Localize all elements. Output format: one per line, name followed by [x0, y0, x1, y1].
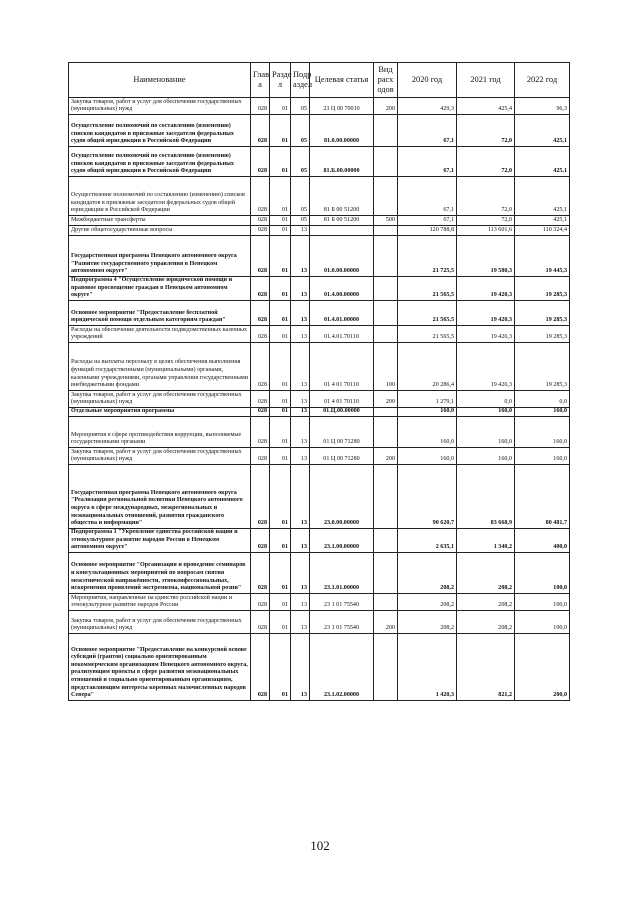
cell-vid [374, 407, 398, 416]
cell-celevaya: 01 Ц 00 71280 [310, 416, 374, 447]
cell-podr: 05 [291, 177, 310, 216]
cell-podr: 05 [291, 147, 310, 177]
cell-y2022: 19 285,3 [515, 325, 570, 342]
cell-y2022: 0,0 [515, 390, 570, 407]
cell-celevaya: 01.4.00.00000 [310, 277, 374, 301]
cell-vid [374, 177, 398, 216]
cell-glava: 028 [251, 147, 270, 177]
cell-y2021: 72,0 [457, 147, 515, 177]
cell-y2020: 160,0 [398, 447, 457, 464]
cell-podr: 13 [291, 633, 310, 700]
cell-y2021: 19 420,3 [457, 342, 515, 390]
cell-glava: 028 [251, 177, 270, 216]
cell-name: Закупка товаров, работ и услуг для обеспечения государственных (муниципальных) нужд [69, 610, 251, 633]
cell-y2020: 429,3 [398, 98, 457, 115]
cell-glava: 028 [251, 447, 270, 464]
cell-glava: 028 [251, 593, 270, 610]
cell-y2020: 208,2 [398, 593, 457, 610]
cell-glava: 028 [251, 300, 270, 325]
cell-y2021: 160,0 [457, 407, 515, 416]
cell-razdel: 01 [270, 98, 291, 115]
cell-podr: 13 [291, 610, 310, 633]
cell-vid [374, 325, 398, 342]
cell-celevaya: 23.1.01.00000 [310, 552, 374, 593]
cell-y2021: 113 601,6 [457, 226, 515, 236]
cell-celevaya: 23.0.00.00000 [310, 464, 374, 528]
cell-y2021: 1 340,2 [457, 528, 515, 552]
table-body [69, 98, 570, 701]
cell-razdel: 01 [270, 342, 291, 390]
table-row [69, 528, 570, 552]
cell-vid [374, 147, 398, 177]
cell-glava: 028 [251, 407, 270, 416]
header-2020: 2020 год [398, 63, 457, 98]
cell-razdel: 01 [270, 552, 291, 593]
cell-y2021: 208,2 [457, 593, 515, 610]
cell-glava: 028 [251, 464, 270, 528]
cell-razdel: 01 [270, 236, 291, 277]
cell-y2020: 21 565,5 [398, 325, 457, 342]
cell-celevaya: 23 Ц 00 70010 [310, 98, 374, 115]
table-row [69, 226, 570, 236]
cell-y2022: 19 285,3 [515, 300, 570, 325]
cell-y2020: 2 635,1 [398, 528, 457, 552]
cell-name: Мероприятия, направленные на единство российской нации и этнокультурное развитие народов России [69, 593, 251, 610]
cell-glava: 028 [251, 216, 270, 226]
cell-y2020: 208,2 [398, 552, 457, 593]
cell-glava: 028 [251, 236, 270, 277]
cell-celevaya: 01.0.00.00000 [310, 236, 374, 277]
cell-y2020: 21 565,5 [398, 277, 457, 301]
cell-y2020: 21 725,5 [398, 236, 457, 277]
cell-y2022: 100,0 [515, 593, 570, 610]
cell-podr: 13 [291, 236, 310, 277]
cell-podr: 13 [291, 300, 310, 325]
cell-y2020: 1 420,3 [398, 633, 457, 700]
cell-y2021: 0,0 [457, 390, 515, 407]
cell-y2020: 90 620,7 [398, 464, 457, 528]
cell-celevaya: 81 Б 00 51200 [310, 177, 374, 216]
cell-y2021: 19 420,3 [457, 325, 515, 342]
cell-y2021: 160,0 [457, 447, 515, 464]
cell-vid [374, 236, 398, 277]
table-row [69, 98, 570, 115]
cell-celevaya: 81 Б 00 51200 [310, 216, 374, 226]
cell-razdel: 01 [270, 390, 291, 407]
cell-name: Закупка товаров, работ и услуг для обеспечения государственных (муниципальных) нужд [69, 447, 251, 464]
cell-y2020: 160,0 [398, 416, 457, 447]
cell-name: Межбюджетные трансферты [69, 216, 251, 226]
cell-y2021: 19 420,3 [457, 277, 515, 301]
cell-celevaya: 23 1 01 75540 [310, 593, 374, 610]
cell-y2020: 20 286,4 [398, 342, 457, 390]
table-row [69, 464, 570, 528]
cell-y2021: 72,0 [457, 216, 515, 226]
cell-name: Закупка товаров, работ и услуг для обеспечения государственных (муниципальных) нужд [69, 390, 251, 407]
cell-y2020: 160,0 [398, 407, 457, 416]
cell-razdel: 01 [270, 447, 291, 464]
cell-y2022: 100,0 [515, 610, 570, 633]
table-row [69, 236, 570, 277]
header-celevaya-statya: Целевая статья [310, 63, 374, 98]
cell-celevaya: 01 Ц 00 71280 [310, 447, 374, 464]
cell-y2022: 80 481,7 [515, 464, 570, 528]
cell-vid: 200 [374, 447, 398, 464]
cell-y2022: 425,1 [515, 177, 570, 216]
cell-name: Закупка товаров, работ и услуг для обеспечения государственных (муниципальных) нужд [69, 98, 251, 115]
cell-name: Подпрограмма 1 "Укрепление единства российской нации и этнокультурное развитие народов России в Ненецком автономном округе" [69, 528, 251, 552]
header-2021: 2021 год [457, 63, 515, 98]
cell-razdel: 01 [270, 464, 291, 528]
table-header-row [69, 63, 570, 98]
cell-y2022: 160,0 [515, 447, 570, 464]
cell-y2020: 67,1 [398, 216, 457, 226]
cell-glava: 028 [251, 552, 270, 593]
cell-celevaya: 01 4 01 70110 [310, 390, 374, 407]
cell-celevaya: 23.1.00.00000 [310, 528, 374, 552]
cell-y2021: 425,4 [457, 98, 515, 115]
cell-glava: 028 [251, 633, 270, 700]
cell-razdel: 01 [270, 277, 291, 301]
table-row [69, 407, 570, 416]
cell-y2022: 100,0 [515, 552, 570, 593]
cell-celevaya [310, 226, 374, 236]
cell-razdel: 01 [270, 216, 291, 226]
cell-name: Расходы на выплаты персоналу в целях обеспечения выполнения функций государственными (муниципальными) органами, казенными учреждениями, органами управления государственными внебюджетными фондами [69, 342, 251, 390]
cell-y2022: 96,3 [515, 98, 570, 115]
cell-y2022: 160,0 [515, 416, 570, 447]
table-row [69, 390, 570, 407]
cell-glava: 028 [251, 416, 270, 447]
cell-name: Основное мероприятие "Организация и проведение семинаров и консультационных мероприятий по вопросам снятия межэтнической напряжённости, этноконфессиональных, искоренения проявлений экстремизма, национальной розни" [69, 552, 251, 593]
cell-y2020: 208,2 [398, 610, 457, 633]
cell-y2020: 1 279,1 [398, 390, 457, 407]
cell-razdel: 01 [270, 325, 291, 342]
header-podrazdel: Подр аздел [291, 63, 310, 98]
cell-vid [374, 300, 398, 325]
table-row [69, 633, 570, 700]
cell-glava: 028 [251, 98, 270, 115]
cell-name: Другие общегосударственные вопросы [69, 226, 251, 236]
page-number: 102 [310, 838, 330, 853]
cell-y2021: 83 668,9 [457, 464, 515, 528]
cell-podr: 05 [291, 115, 310, 147]
cell-y2021: 208,2 [457, 552, 515, 593]
cell-vid: 200 [374, 610, 398, 633]
table-row [69, 552, 570, 593]
cell-celevaya: 81.0.00.00000 [310, 115, 374, 147]
cell-y2022: 425,1 [515, 216, 570, 226]
cell-podr: 13 [291, 226, 310, 236]
table-row [69, 342, 570, 390]
cell-y2022: 19 285,3 [515, 342, 570, 390]
cell-vid: 100 [374, 342, 398, 390]
cell-y2022: 200,0 [515, 633, 570, 700]
cell-razdel: 01 [270, 610, 291, 633]
cell-name: Основное мероприятие "Предоставление на конкурсной основе субсидий (грантов) социально ориентированным некоммерческим организациям Ненецкого автономного округа, реализующим проекты в сфере развития межнациональных отношений и социально ориентированным организациям, представляющим интересы коренных малочисленных народов Севера" [69, 633, 251, 700]
cell-y2021: 19 420,3 [457, 300, 515, 325]
cell-podr: 13 [291, 325, 310, 342]
cell-glava: 028 [251, 610, 270, 633]
cell-glava: 028 [251, 277, 270, 301]
cell-y2020: 67,1 [398, 147, 457, 177]
cell-vid [374, 593, 398, 610]
header-razdel: Разде л [270, 63, 291, 98]
cell-glava: 028 [251, 226, 270, 236]
table-row [69, 593, 570, 610]
cell-y2020: 67,1 [398, 115, 457, 147]
cell-celevaya: 01.4.01.00000 [310, 300, 374, 325]
cell-y2022: 400,0 [515, 528, 570, 552]
cell-name: Отдельные мероприятия программы [69, 407, 251, 416]
cell-y2021: 72,0 [457, 177, 515, 216]
cell-y2022: 19 445,3 [515, 236, 570, 277]
cell-y2021: 208,2 [457, 610, 515, 633]
cell-y2021: 160,0 [457, 416, 515, 447]
cell-podr: 13 [291, 407, 310, 416]
cell-celevaya: 23.1.02.00000 [310, 633, 374, 700]
cell-name: Осуществление полномочий по составлению (изменению) списков кандидатов в присяжные заседатели федеральных судов общей юрисдикции в Российской Федерации [69, 177, 251, 216]
header-glava: Глав а [251, 63, 270, 98]
cell-vid: 500 [374, 216, 398, 226]
cell-glava: 028 [251, 325, 270, 342]
table-row [69, 216, 570, 226]
cell-name: Мероприятия в сфере противодействия коррупции, выполняемые государственными органами [69, 416, 251, 447]
table-row [69, 177, 570, 216]
budget-sheet [68, 62, 569, 701]
cell-glava: 028 [251, 390, 270, 407]
cell-vid [374, 552, 398, 593]
cell-name: Осуществление полномочий по составлению (изменению) списков кандидатов в присяжные заседатели федеральных судов общей юрисдикции в Российской Федерации [69, 115, 251, 147]
cell-name: Государственная программа Ненецкого автономного округа "Реализация региональной политики Ненецкого автономного округа в сфере международных, межрегиональных и межнациональных отношений, развития гражданского общества и информации" [69, 464, 251, 528]
cell-y2020: 67,1 [398, 177, 457, 216]
cell-podr: 13 [291, 277, 310, 301]
cell-podr: 13 [291, 552, 310, 593]
cell-celevaya: 01.Ц.00.00000 [310, 407, 374, 416]
cell-podr: 13 [291, 528, 310, 552]
cell-razdel: 01 [270, 416, 291, 447]
cell-razdel: 01 [270, 633, 291, 700]
cell-y2022: 425,1 [515, 115, 570, 147]
cell-celevaya: 81.Б.00.00000 [310, 147, 374, 177]
cell-vid [374, 528, 398, 552]
cell-podr: 13 [291, 390, 310, 407]
cell-y2021: 19 580,3 [457, 236, 515, 277]
cell-y2022: 110 324,4 [515, 226, 570, 236]
cell-podr: 05 [291, 216, 310, 226]
cell-razdel: 01 [270, 177, 291, 216]
table-row [69, 147, 570, 177]
cell-y2020: 21 565,5 [398, 300, 457, 325]
cell-vid [374, 464, 398, 528]
table-row [69, 300, 570, 325]
cell-razdel: 01 [270, 528, 291, 552]
cell-name: Подпрограмма 4 "Осуществление юридической помощи и правовое просвещение граждан в Ненецком автономном округе" [69, 277, 251, 301]
cell-vid: 200 [374, 390, 398, 407]
cell-y2021: 72,0 [457, 115, 515, 147]
cell-podr: 13 [291, 342, 310, 390]
cell-y2021: 821,2 [457, 633, 515, 700]
header-name: Наименование [69, 63, 251, 98]
header-vid-rashodov: Вид расх одов [374, 63, 398, 98]
cell-glava: 028 [251, 115, 270, 147]
cell-y2022: 19 285,3 [515, 277, 570, 301]
cell-y2022: 160,0 [515, 407, 570, 416]
cell-glava: 028 [251, 342, 270, 390]
cell-vid [374, 115, 398, 147]
header-2022: 2022 год [515, 63, 570, 98]
budget-table [68, 62, 570, 701]
cell-name: Осуществление полномочий по составлению (изменению) списков кандидатов в присяжные заседатели федеральных судов общей юрисдикции в Российской Федерации [69, 147, 251, 177]
cell-y2020: 120 788,8 [398, 226, 457, 236]
cell-podr: 05 [291, 98, 310, 115]
cell-vid: 200 [374, 98, 398, 115]
table-row [69, 277, 570, 301]
cell-name: Основное мероприятие "Предоставление бесплатной юридической помощи отдельным категориям граждан" [69, 300, 251, 325]
table-row [69, 610, 570, 633]
cell-glava: 028 [251, 528, 270, 552]
cell-vid [374, 277, 398, 301]
cell-razdel: 01 [270, 147, 291, 177]
cell-name: Государственная программа Ненецкого автономного округа "Развитие государственного управления в Ненецком автономном округе" [69, 236, 251, 277]
cell-vid [374, 226, 398, 236]
cell-vid [374, 633, 398, 700]
cell-vid [374, 416, 398, 447]
cell-podr: 13 [291, 447, 310, 464]
table-row [69, 325, 570, 342]
cell-celevaya: 23 1 01 75540 [310, 610, 374, 633]
cell-razdel: 01 [270, 407, 291, 416]
cell-razdel: 01 [270, 300, 291, 325]
cell-razdel: 01 [270, 115, 291, 147]
cell-podr: 13 [291, 416, 310, 447]
cell-celevaya: 01 4 01 70110 [310, 342, 374, 390]
cell-celevaya: 01.4.01.70110 [310, 325, 374, 342]
cell-podr: 13 [291, 464, 310, 528]
table-row [69, 416, 570, 447]
cell-razdel: 01 [270, 593, 291, 610]
cell-razdel: 01 [270, 226, 291, 236]
table-row [69, 447, 570, 464]
cell-podr: 13 [291, 593, 310, 610]
cell-name: Расходы на обеспечение деятельности подведомственных казенных учреждений [69, 325, 251, 342]
table-row [69, 115, 570, 147]
cell-y2022: 425,1 [515, 147, 570, 177]
